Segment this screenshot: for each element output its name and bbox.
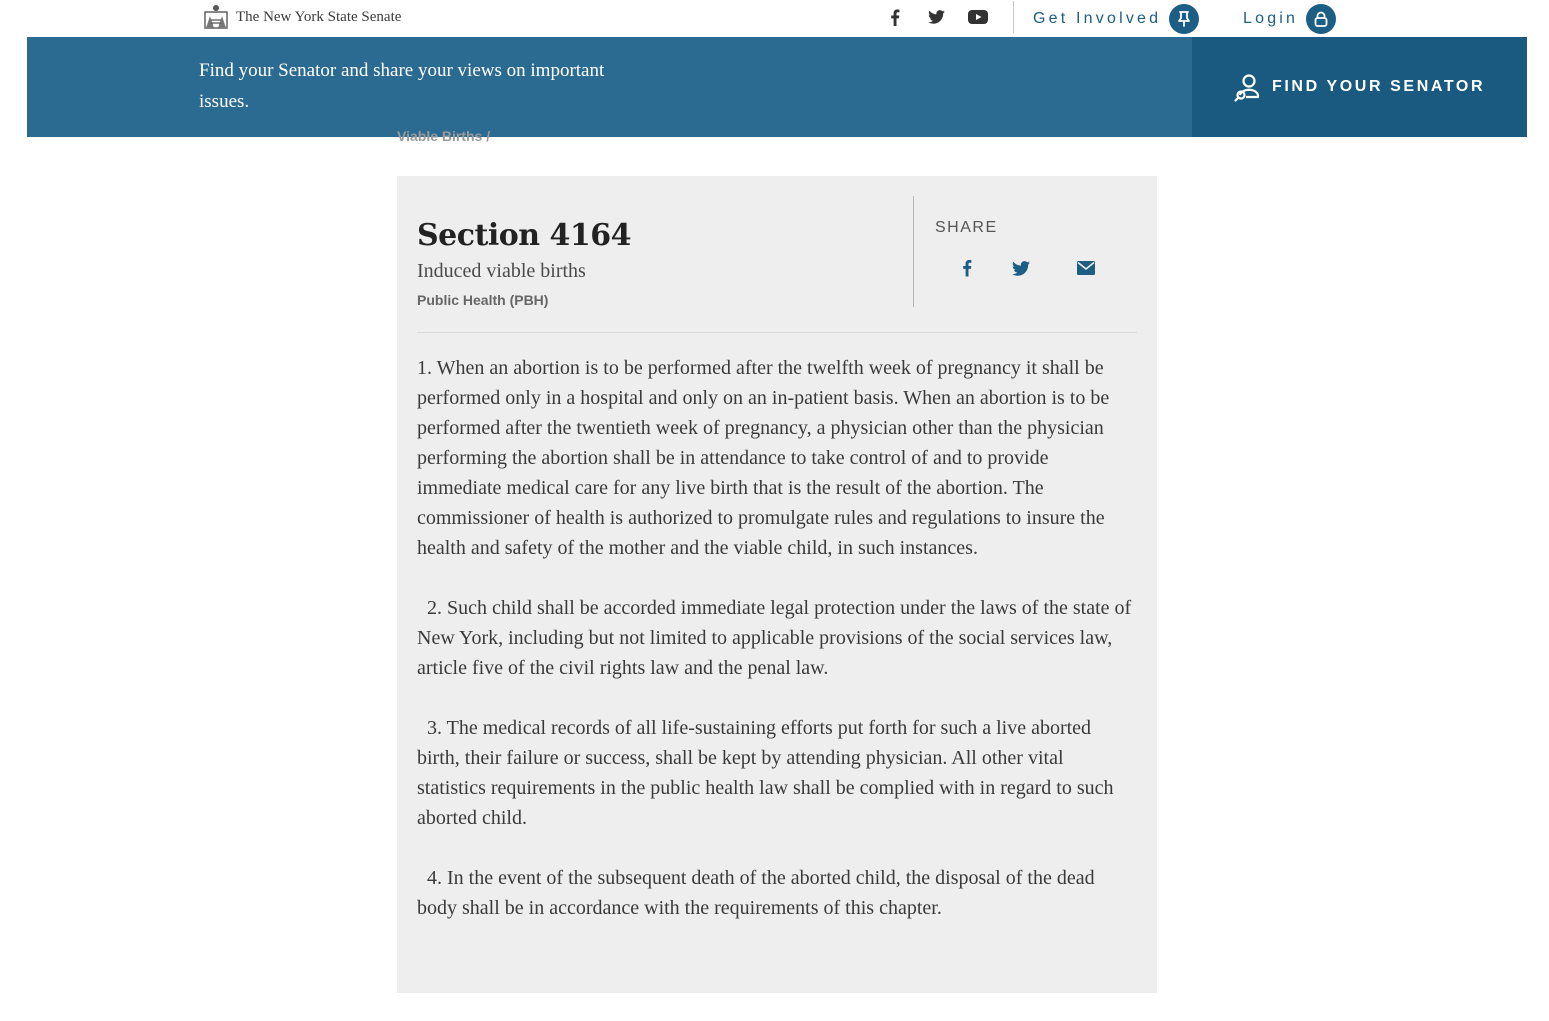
twitter-icon (928, 10, 945, 24)
find-your-senator-button[interactable] (1192, 37, 1527, 137)
breadcrumb (397, 128, 597, 147)
lock-icon (1306, 4, 1336, 34)
get-involved-label: Get Involved (1033, 10, 1162, 27)
section-paragraph: 2. Such child shall be accorded immediate legal protection under the laws of the state of New York, including but not limited to applicable provisions of the social services law, article five of the civil rights law and the penal law. (417, 597, 1137, 679)
breadcrumb-link[interactable]: Viable Births / (397, 128, 491, 144)
youtube-link[interactable] (968, 7, 988, 27)
share-twitter-button[interactable] (1011, 258, 1031, 278)
share-label: SHARE (935, 219, 998, 236)
get-involved-link[interactable] (1033, 4, 1199, 34)
page-title: Section 4164 (417, 218, 632, 253)
senator-search-icon (1234, 73, 1262, 101)
facebook-link[interactable] (885, 7, 905, 27)
facebook-icon (962, 259, 972, 277)
brand-name: The New York State Senate (236, 8, 402, 25)
find-senator-banner (27, 37, 1527, 137)
twitter-link[interactable] (926, 7, 946, 27)
law-name: Public Health (PBH) (417, 292, 549, 308)
find-your-senator-label: FIND YOUR SENATOR (1272, 78, 1486, 95)
nys-seal-icon (202, 3, 230, 31)
pin-icon (1169, 4, 1199, 34)
section-header (417, 196, 1137, 333)
share-email-button[interactable] (1076, 258, 1096, 278)
section-body (417, 353, 1137, 953)
share-panel (913, 196, 1137, 307)
section-subtitle: Induced viable births (417, 260, 586, 282)
banner-text: Find your Senator and share your views on important issues. (199, 60, 605, 112)
login-label: Login (1243, 10, 1299, 27)
brand-link[interactable] (202, 3, 401, 31)
section-card (397, 176, 1157, 993)
section-paragraph: 4. In the event of the subsequent death of the aborted child, the disposal of the dead body shall be in accordance with the requirements of this chapter. (417, 867, 1100, 919)
section-paragraph: 1. When an abortion is to be performed after the twelfth week of pregnancy it shall be performed only in a hospital and only on an in-patient basis. When an abortion is to be performed after the twentieth week of pregnancy, a physician other than the physician performing the abortion shall be in attendance to take control of and to provide immediate medical care for any live birth that is the result of the abortion. The commissioner of health is authorized to promulgate rules and regulations to insure the health and safety of the mother and the viable child, in such instances. (417, 357, 1115, 559)
twitter-icon (1012, 261, 1030, 276)
share-facebook-button[interactable] (957, 258, 977, 278)
header-divider (1013, 1, 1014, 33)
section-paragraph: 3. The medical records of all life-sustaining efforts put forth for such a live aborted birth, their failure or success, shall be kept by attending physician. All other vital statistics requirements in the public health law shall be complied with in regard to such aborted child. (417, 717, 1119, 829)
top-bar (0, 0, 1549, 37)
facebook-icon (890, 9, 900, 26)
login-link[interactable] (1243, 4, 1336, 34)
email-icon (1077, 261, 1095, 275)
youtube-icon (968, 10, 988, 24)
